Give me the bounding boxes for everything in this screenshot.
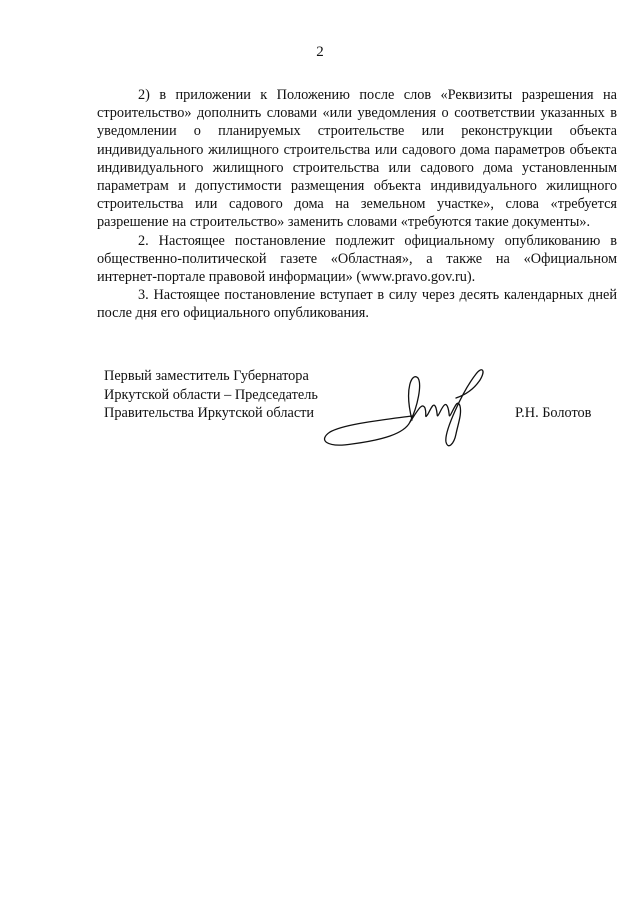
- handwritten-signature-icon: [312, 362, 512, 462]
- signatory-position: [104, 367, 318, 423]
- page-number: 2: [316, 44, 324, 60]
- paragraph-amendment: 2) в приложении к Положению после слов «Реквизиты разрешения на строительство» дополнить словами «или уведомления о соответствии указанных в уведомлении о планируемых строительстве или реконструкции объекта индивидуального жилищного строительства или садового дома параметров объекта индивидуального жилищного строительства или садового дома установленным параметрам и допустимости размещения объекта индивидуального жилищного строительства или садового дома на земельном участке», слова «требуется разрешение на строительство» заменить словами «требуются такие документы».: [97, 87, 617, 231]
- signatory-name: Р.Н. Болотов: [515, 405, 592, 421]
- paragraph-effective-date: 3. Настоящее постановление вступает в силу через десять календарных дней после дня его официального опубликования.: [97, 287, 617, 322]
- position-line: Правительства Иркутской области: [104, 405, 315, 421]
- document-body: [97, 86, 617, 323]
- position-line: Иркутской области – Председатель: [104, 386, 318, 403]
- paragraph-publication: 2. Настоящее постановление подлежит официальному опубликованию в общественно-политической газете «Областная», а также на «Официальном интернет-портале правовой информации» (www.pravo.gov.ru).: [97, 232, 617, 286]
- position-line: Первый заместитель Губернатора: [104, 368, 309, 384]
